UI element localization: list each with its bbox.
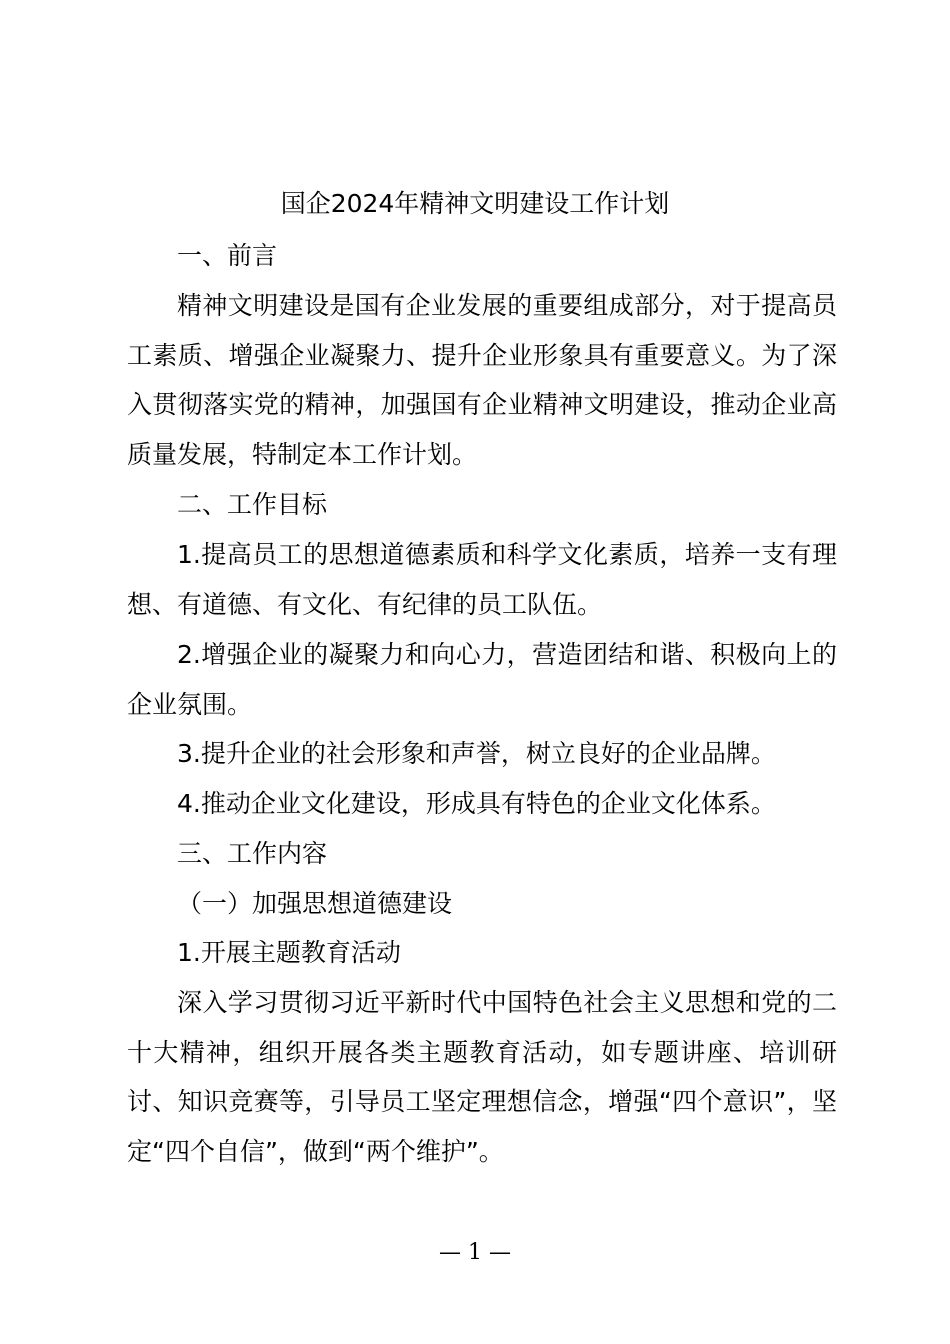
subsection-heading-ideology: （一）加强思想道德建设: [177, 889, 453, 918]
section-heading-preface: 一、前言: [177, 241, 278, 270]
paragraph-goal-1: 1.提高员工的思想道德素质和科学文化素质，培养一支有理想、有道德、有文化、有纪律的员工队伍。: [127, 540, 837, 619]
section-heading-content: 三、工作内容: [177, 839, 328, 868]
paragraph-goal-2: 2.增强企业的凝聚力和向心力，营造团结和谐、积极向上的企业氛围。: [127, 640, 837, 719]
document-title: 国企2024年精神文明建设工作计划: [280, 189, 670, 218]
item-heading-theme-education: 1.开展主题教育活动: [177, 938, 401, 967]
page-number: — 1 —: [439, 1240, 511, 1265]
paragraph-theme-education-body: 深入学习贯彻习近平新时代中国特色社会主义思想和党的二十大精神，组织开展各类主题教育活动，如专题讲座、培训研讨、知识竞赛等，引导员工坚定理想信念，增强“四个意识”，坚定“四个自信”，做到“两个维护”。: [127, 988, 837, 1167]
section-heading-goals: 二、工作目标: [177, 490, 328, 519]
paragraph-preface-body: 精神文明建设是国有企业发展的重要组成部分，对于提高员工素质、增强企业凝聚力、提升企业形象具有重要意义。为了深入贯彻落实党的精神，加强国有企业精神文明建设，推动企业高质量发展，特制定本工作计划。: [127, 291, 837, 470]
paragraph-goal-3: 3.提升企业的社会形象和声誉，树立良好的企业品牌。: [177, 739, 776, 768]
paragraph-goal-4: 4.推动企业文化建设，形成具有特色的企业文化体系。: [177, 789, 776, 818]
